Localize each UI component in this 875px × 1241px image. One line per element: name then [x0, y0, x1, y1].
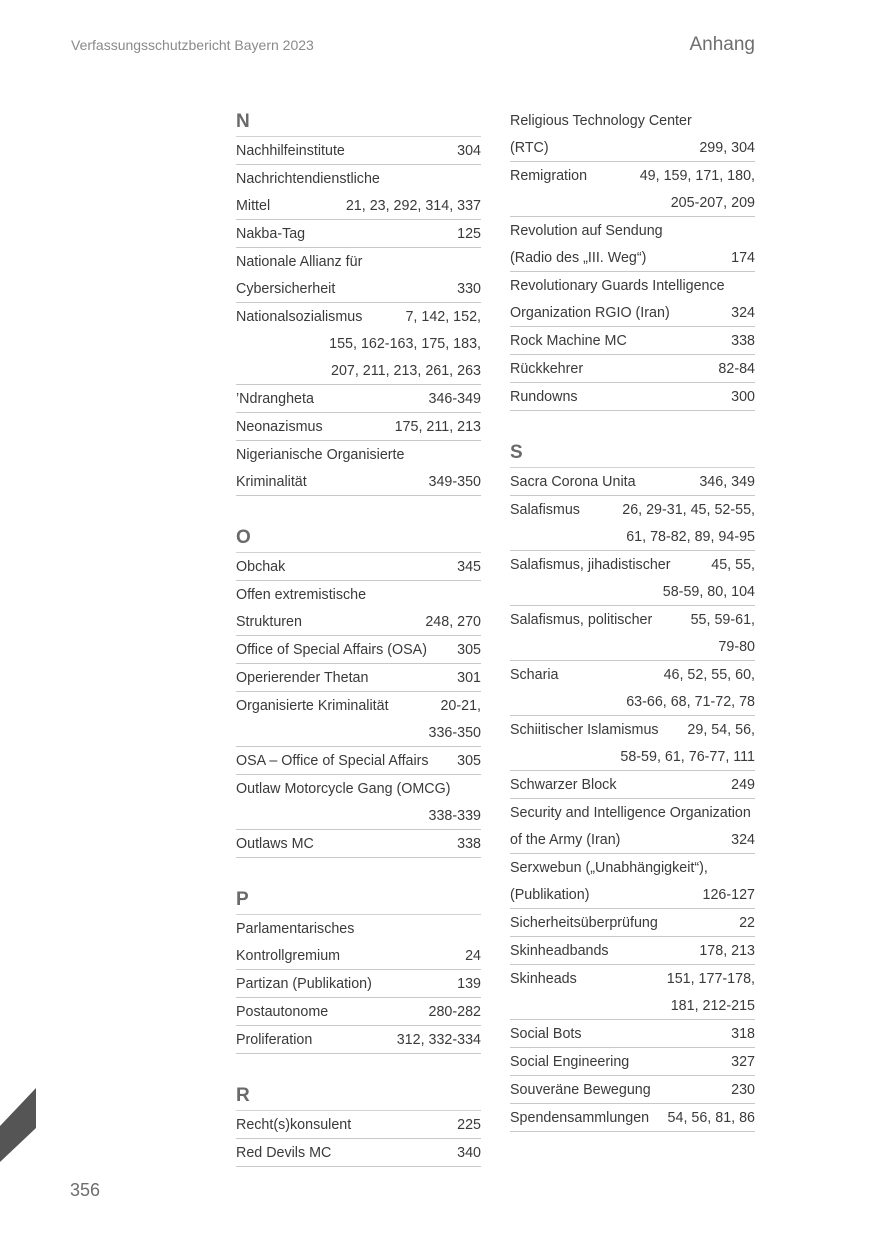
- index-term: Organisierte Kriminalität: [236, 698, 389, 714]
- index-term: Nationale Allianz für: [236, 254, 363, 270]
- index-page-refs: 125: [457, 226, 481, 242]
- index-page-refs: 22: [739, 915, 755, 931]
- index-entry-line: [236, 942, 481, 969]
- index-entry-line: [510, 551, 755, 578]
- index-term: Postautonome: [236, 1004, 329, 1020]
- index-entry-line: [236, 192, 481, 219]
- index-entry-line: [236, 165, 481, 192]
- index-entry-line: [236, 220, 481, 247]
- index-page-refs: 304: [457, 143, 481, 159]
- index-term: Social Engineering: [510, 1054, 630, 1070]
- index-entry: [510, 854, 755, 909]
- index-letter-heading: S: [510, 438, 755, 468]
- index-entry-line: [236, 441, 481, 468]
- index-entry-line: [236, 581, 481, 608]
- index-page-refs: 280-282: [428, 1004, 481, 1020]
- index-page-refs: 340: [457, 1145, 481, 1161]
- index-entry-line: [236, 802, 481, 829]
- index-entry: [236, 664, 481, 692]
- index-entry-line: [236, 664, 481, 691]
- index-term: Neonazismus: [236, 419, 323, 435]
- index-entry: [236, 581, 481, 636]
- index-entry-line: [510, 854, 755, 881]
- index-entry: [510, 496, 755, 551]
- index-page-refs: 230: [731, 1082, 755, 1098]
- index-page-refs: 205-207, 209: [670, 195, 755, 211]
- index-term: Nakba-Tag: [236, 226, 306, 242]
- index-column-left: [236, 107, 481, 1167]
- index-entry-line: [236, 719, 481, 746]
- index-term: Obchak: [236, 559, 286, 575]
- index-entry: [236, 1139, 481, 1167]
- index-term: Kontrollgremium: [236, 948, 341, 964]
- section-gap: [236, 1054, 481, 1081]
- index-entry-line: [510, 743, 755, 770]
- index-entry-line: [510, 909, 755, 936]
- index-entry: [510, 909, 755, 937]
- index-page-refs: 324: [731, 832, 755, 848]
- index-entry: [236, 636, 481, 664]
- index-entry-line: [510, 134, 755, 161]
- index-entry: [236, 830, 481, 858]
- index-entry-line: [510, 383, 755, 410]
- index-entry: [510, 272, 755, 327]
- index-term: Nigerianische Organisierte: [236, 447, 405, 463]
- index-page-refs: 82-84: [718, 361, 755, 377]
- index-letter-heading: N: [236, 107, 481, 137]
- index-entry-line: [510, 1020, 755, 1047]
- index-entry-line: [236, 608, 481, 635]
- index-entry-line: [510, 661, 755, 688]
- index-entry-line: [510, 578, 755, 605]
- index-entry: [510, 1104, 755, 1132]
- index-term: of the Army (Iran): [510, 832, 621, 848]
- index-letter-heading: P: [236, 885, 481, 915]
- index-term: Salafismus: [510, 502, 580, 518]
- index-entry-line: [236, 636, 481, 663]
- index-entry: [510, 1076, 755, 1104]
- index-term: Outlaw Motorcycle Gang (OMCG): [236, 781, 451, 797]
- index-entry-line: [510, 162, 755, 189]
- index-entry-line: [510, 688, 755, 715]
- index-term: Nationalsozialismus: [236, 309, 363, 325]
- page-tab-marker: [0, 1088, 36, 1162]
- index-entry: [236, 1111, 481, 1139]
- index-page-refs: 26, 29-31, 45, 52-55,: [622, 502, 755, 518]
- index-page-refs: 248, 270: [425, 614, 481, 630]
- index-entry-line: [510, 1104, 755, 1131]
- index-entry-line: [236, 413, 481, 440]
- index-term: Remigration: [510, 168, 588, 184]
- index-page-refs: 249: [731, 777, 755, 793]
- index-entry-line: [510, 965, 755, 992]
- index-entry: [236, 775, 481, 830]
- index-entry-line: [510, 633, 755, 660]
- index-page-refs: 312, 332-334: [396, 1032, 481, 1048]
- index-page-refs: 178, 213: [699, 943, 755, 959]
- index-page-refs: 174: [731, 250, 755, 266]
- index-page-refs: 21, 23, 292, 314, 337: [345, 198, 481, 214]
- index-term: Skinheads: [510, 971, 577, 987]
- index-page-refs: 139: [457, 976, 481, 992]
- index-entry: [510, 217, 755, 272]
- index-term: Offen extremistische: [236, 587, 367, 603]
- index-page-refs: 175, 211, 213: [394, 419, 481, 435]
- index-term: Souveräne Bewegung: [510, 1082, 651, 1098]
- index-entry-line: [236, 830, 481, 857]
- index-entry: [236, 385, 481, 413]
- index-page-refs: 338: [731, 333, 755, 349]
- index-page-refs: 79-80: [718, 639, 755, 655]
- index-entry-line: [510, 189, 755, 216]
- index-page-refs: 49, 159, 171, 180,: [639, 168, 755, 184]
- index-term: Social Bots: [510, 1026, 582, 1042]
- index-entry-line: [236, 357, 481, 384]
- index-entry-line: [236, 385, 481, 412]
- index-entry: [510, 107, 755, 162]
- index-page-refs: 181, 212-215: [670, 998, 755, 1014]
- index-entry: [236, 413, 481, 441]
- index-term: Recht(s)konsulent: [236, 1117, 352, 1133]
- index-page-refs: 24: [465, 948, 481, 964]
- index-letter-heading: R: [236, 1081, 481, 1111]
- index-page-refs: 305: [457, 753, 481, 769]
- index-term: Schiitischer Islamismus: [510, 722, 659, 738]
- index-page-refs: 299, 304: [699, 140, 755, 156]
- index-entry-line: [510, 1048, 755, 1075]
- index-entry-line: [236, 275, 481, 302]
- index-entry-line: [236, 775, 481, 802]
- section-gap: [236, 496, 481, 523]
- index-term: Salafismus, jihadistischer: [510, 557, 671, 573]
- index-page-refs: 330: [457, 281, 481, 297]
- section-gap: [236, 858, 481, 885]
- index-term: Red Devils MC: [236, 1145, 332, 1161]
- index-page-refs: 345: [457, 559, 481, 575]
- index-entry: [510, 606, 755, 661]
- index-entry-line: [510, 716, 755, 743]
- index-entry: [236, 220, 481, 248]
- index-entry: [236, 692, 481, 747]
- index-page-refs: 29, 54, 56,: [687, 722, 755, 738]
- index-term: OSA – Office of Special Affairs: [236, 753, 429, 769]
- index-entry: [510, 1020, 755, 1048]
- index-entry-line: [510, 992, 755, 1019]
- index-entry: [510, 327, 755, 355]
- index-entry-line: [510, 937, 755, 964]
- index-term: Kriminalität: [236, 474, 307, 490]
- index-page-refs: 61, 78-82, 89, 94-95: [626, 529, 755, 545]
- index-page-refs: 151, 177-178,: [666, 971, 755, 987]
- index-entry-line: [236, 248, 481, 275]
- index-term: Proliferation: [236, 1032, 313, 1048]
- index-page-refs: 55, 59-61,: [690, 612, 755, 628]
- index-entry-line: [510, 771, 755, 798]
- index-page-refs: 338: [457, 836, 481, 852]
- index-page-refs: 58-59, 61, 76-77, 111: [620, 749, 755, 765]
- index-page-refs: 7, 142, 152,: [405, 309, 481, 325]
- index-entry-line: [510, 881, 755, 908]
- index-page-refs: 45, 55,: [711, 557, 755, 573]
- index-entry: [510, 162, 755, 217]
- index-page-refs: 301: [457, 670, 481, 686]
- index-entry-line: [236, 137, 481, 164]
- index-term: Religious Technology Center: [510, 113, 692, 129]
- index-term: Strukturen: [236, 614, 302, 630]
- index-page-refs: 126-127: [702, 887, 755, 903]
- index-entry-line: [510, 327, 755, 354]
- index-term: Nachrichtendienstliche: [236, 171, 380, 187]
- index-entry: [510, 468, 755, 496]
- index-page-refs: 58-59, 80, 104: [662, 584, 755, 600]
- index-page-refs: 207, 211, 213, 261, 263: [331, 363, 481, 379]
- index-entry-line: [236, 692, 481, 719]
- index-term: Skinheadbands: [510, 943, 609, 959]
- index-entry-line: [510, 606, 755, 633]
- index-entry-line: [236, 747, 481, 774]
- index-entry-line: [236, 1026, 481, 1053]
- index-term: Spendensammlungen: [510, 1110, 650, 1126]
- index-entry: [236, 553, 481, 581]
- index-entry-line: [510, 272, 755, 299]
- index-letter-heading: O: [236, 523, 481, 553]
- index-term: (Radio des „III. Weg“): [510, 250, 647, 266]
- index-term: Outlaws MC: [236, 836, 314, 852]
- index-page-refs: 20-21,: [440, 698, 481, 714]
- index-entry: [236, 998, 481, 1026]
- index-entry: [510, 716, 755, 771]
- index-term: Nachhilfeinstitute: [236, 143, 345, 159]
- index-entry-line: [510, 799, 755, 826]
- index-term: Operierender Thetan: [236, 670, 369, 686]
- index-entry: [236, 1026, 481, 1054]
- page-number: 356: [70, 1180, 101, 1200]
- index-term: Partizan (Publikation): [236, 976, 372, 992]
- index-page-refs: 63-66, 68, 71-72, 78: [626, 694, 755, 710]
- index-entry: [510, 937, 755, 965]
- index-entry-line: [236, 303, 481, 330]
- index-page-refs: 318: [731, 1026, 755, 1042]
- index-term: Sicherheitsüberprüfung: [510, 915, 658, 931]
- index-page-refs: 324: [731, 305, 755, 321]
- index-page-refs: 300: [731, 389, 755, 405]
- index-entry-line: [236, 1111, 481, 1138]
- index-term: ’Ndrangheta: [236, 391, 314, 407]
- index-entry-line: [236, 998, 481, 1025]
- index-term: Schwarzer Block: [510, 777, 617, 793]
- section-gap: [510, 411, 755, 438]
- index-entry: [510, 551, 755, 606]
- index-entry: [236, 248, 481, 303]
- index-page-refs: 346-349: [428, 391, 481, 407]
- index-term: Revolutionary Guards Intelligence: [510, 278, 725, 294]
- index-term: Salafismus, politischer: [510, 612, 653, 628]
- index-entry-line: [236, 915, 481, 942]
- index-term: Sacra Corona Unita: [510, 474, 636, 490]
- index-entry: [510, 661, 755, 716]
- index-term: Rock Machine MC: [510, 333, 627, 349]
- index-entry-line: [510, 217, 755, 244]
- index-term: Scharia: [510, 667, 559, 683]
- index-column-right: [510, 107, 755, 1132]
- index-entry-line: [510, 523, 755, 550]
- index-entry: [236, 915, 481, 970]
- index-entry-line: [510, 244, 755, 271]
- index-entry-line: [236, 970, 481, 997]
- index-entry-line: [510, 299, 755, 326]
- index-entry: [236, 165, 481, 220]
- index-term: Organization RGIO (Iran): [510, 305, 670, 321]
- index-page-refs: 349-350: [428, 474, 481, 490]
- index-page-refs: 327: [731, 1054, 755, 1070]
- index-term: Revolution auf Sendung: [510, 223, 663, 239]
- index-entry-line: [236, 468, 481, 495]
- index-entry: [510, 355, 755, 383]
- index-term: Rückkehrer: [510, 361, 584, 377]
- index-page-refs: 338-339: [428, 808, 481, 824]
- index-page-refs: 225: [457, 1117, 481, 1133]
- index-entry: [510, 383, 755, 411]
- index-entry: [236, 137, 481, 165]
- index-entry: [236, 970, 481, 998]
- index-page-refs: 336-350: [428, 725, 481, 741]
- index-entry-line: [510, 468, 755, 495]
- index-entry-line: [510, 355, 755, 382]
- index-page-refs: 155, 162-163, 175, 183,: [329, 336, 481, 352]
- index-term: Rundowns: [510, 389, 578, 405]
- index-entry-line: [510, 107, 755, 134]
- index-entry: [510, 771, 755, 799]
- index-term: Security and Intelligence Organization: [510, 805, 751, 821]
- index-term: Mittel: [236, 198, 271, 214]
- index-entry: [236, 747, 481, 775]
- index-entry: [510, 965, 755, 1020]
- index-entry: [510, 1048, 755, 1076]
- index-entry: [236, 303, 481, 385]
- index-term: Cybersicherheit: [236, 281, 336, 297]
- index-term: Serxwebun („Unabhängigkeit“),: [510, 860, 708, 876]
- index-page-refs: 54, 56, 81, 86: [667, 1110, 755, 1126]
- index-entry-line: [236, 1139, 481, 1166]
- index-entry-line: [510, 496, 755, 523]
- index-entry-line: [236, 330, 481, 357]
- index-entry-line: [236, 553, 481, 580]
- index-entry-line: [510, 826, 755, 853]
- header-section: Anhang: [689, 34, 755, 55]
- index-entry: [236, 441, 481, 496]
- index-term: (RTC): [510, 140, 549, 156]
- index-page-refs: 46, 52, 55, 60,: [663, 667, 755, 683]
- index-entry-line: [510, 1076, 755, 1103]
- index-page-refs: 346, 349: [699, 474, 755, 490]
- index-term: Office of Special Affairs (OSA): [236, 642, 427, 658]
- index-page-refs: 305: [457, 642, 481, 658]
- index-entry: [510, 799, 755, 854]
- index-term: (Publikation): [510, 887, 590, 903]
- header-title: Verfassungsschutzbericht Bayern 2023: [71, 37, 314, 53]
- index-term: Parlamentarisches: [236, 921, 355, 937]
